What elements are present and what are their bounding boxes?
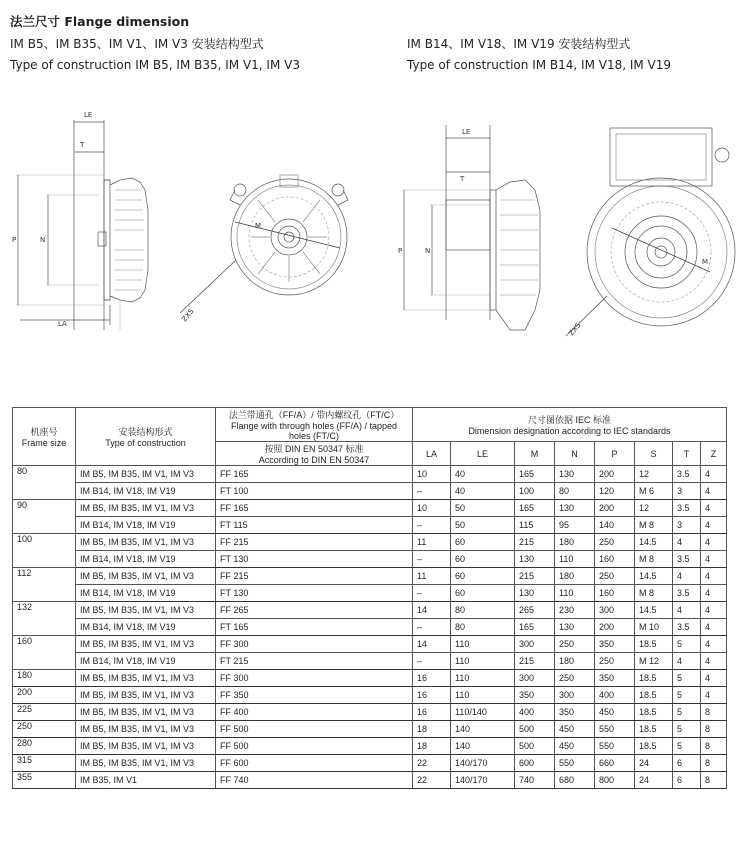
cell-p: 250 bbox=[595, 568, 635, 585]
cell-type: IM B14, IM V18, IM V19 bbox=[76, 653, 216, 670]
header-col-la: LA bbox=[413, 442, 451, 466]
cell-s: 18.5 bbox=[635, 636, 673, 653]
cell-z: 8 bbox=[701, 755, 727, 772]
cell-s: 18.5 bbox=[635, 687, 673, 704]
cell-p: 300 bbox=[595, 602, 635, 619]
cell-t: 6 bbox=[673, 755, 701, 772]
cell-n: 130 bbox=[555, 466, 595, 483]
table-row bbox=[13, 704, 727, 721]
table-row bbox=[13, 483, 727, 500]
cell-z: 4 bbox=[701, 534, 727, 551]
cell-z: 4 bbox=[701, 687, 727, 704]
table-row bbox=[13, 619, 727, 636]
cell-la: 16 bbox=[413, 704, 451, 721]
cell-la: 11 bbox=[413, 568, 451, 585]
right-label-m: M bbox=[702, 258, 709, 266]
cell-p: 550 bbox=[595, 738, 635, 755]
cell-n: 250 bbox=[555, 670, 595, 687]
cell-s: 14.5 bbox=[635, 602, 673, 619]
table-row bbox=[13, 551, 727, 568]
cell-m: 165 bbox=[515, 619, 555, 636]
cell-le: 140/170 bbox=[451, 755, 515, 772]
cell-p: 120 bbox=[595, 483, 635, 500]
cell-z: 4 bbox=[701, 602, 727, 619]
page-title: 法兰尺寸 Flange dimension bbox=[10, 14, 190, 29]
cell-le: 140 bbox=[451, 721, 515, 738]
cell-type: IM B5, IM B35, IM V1, IM V3 bbox=[76, 500, 216, 517]
cell-n: 180 bbox=[555, 534, 595, 551]
header-col-m: M bbox=[515, 442, 555, 466]
cell-s: 12 bbox=[635, 466, 673, 483]
cell-t: 5 bbox=[673, 704, 701, 721]
cell-m: 165 bbox=[515, 500, 555, 517]
right-label-le: LE bbox=[462, 128, 471, 136]
frame-size-cell: 200 bbox=[13, 687, 76, 704]
cell-type: IM B14, IM V18, IM V19 bbox=[76, 619, 216, 636]
cell-t: 3.5 bbox=[673, 500, 701, 517]
cell-n: 450 bbox=[555, 721, 595, 738]
cell-s: M 8 bbox=[635, 551, 673, 568]
cell-m: 130 bbox=[515, 585, 555, 602]
cell-t: 4 bbox=[673, 653, 701, 670]
cell-type: IM B5, IM B35, IM V1, IM V3 bbox=[76, 670, 216, 687]
cell-type: IM B5, IM B35, IM V1, IM V3 bbox=[76, 466, 216, 483]
cell-le: 110 bbox=[451, 653, 515, 670]
cell-p: 450 bbox=[595, 704, 635, 721]
cell-flange: FF 350 bbox=[216, 687, 413, 704]
cell-z: 4 bbox=[701, 636, 727, 653]
cell-m: 500 bbox=[515, 738, 555, 755]
frame-size-cell: 250 bbox=[13, 721, 76, 738]
cell-flange: FF 215 bbox=[216, 568, 413, 585]
cell-z: 8 bbox=[701, 721, 727, 738]
cell-s: 12 bbox=[635, 500, 673, 517]
cell-le: 60 bbox=[451, 585, 515, 602]
cell-type: IM B5, IM B35, IM V1, IM V3 bbox=[76, 602, 216, 619]
cell-z: 8 bbox=[701, 772, 727, 789]
header-din-en: According to DIN EN 50347 bbox=[258, 455, 370, 465]
left-label-la: LA bbox=[58, 320, 67, 328]
cell-le: 140/170 bbox=[451, 772, 515, 789]
header-din-cn: 按照 DIN EN 50347 标准 bbox=[264, 444, 364, 454]
cell-type: IM B5, IM B35, IM V1, IM V3 bbox=[76, 755, 216, 772]
cell-n: 300 bbox=[555, 687, 595, 704]
right-side-view bbox=[402, 125, 540, 330]
cell-t: 3 bbox=[673, 517, 701, 534]
cell-z: 4 bbox=[701, 551, 727, 568]
cell-t: 5 bbox=[673, 721, 701, 738]
table-row bbox=[13, 500, 727, 517]
cell-t: 6 bbox=[673, 772, 701, 789]
header-flange-en: Flange with through holes (FF/A) / tapped holes (FT/C) bbox=[230, 421, 398, 441]
cell-t: 4 bbox=[673, 534, 701, 551]
cell-p: 200 bbox=[595, 500, 635, 517]
right-caption-cn: IM B14、IM V18、IM V19 安装结构型式 bbox=[407, 37, 631, 51]
table-row bbox=[13, 517, 727, 534]
cell-p: 550 bbox=[595, 721, 635, 738]
cell-p: 160 bbox=[595, 585, 635, 602]
cell-t: 3.5 bbox=[673, 466, 701, 483]
cell-n: 230 bbox=[555, 602, 595, 619]
cell-m: 265 bbox=[515, 602, 555, 619]
cell-le: 50 bbox=[451, 500, 515, 517]
cell-m: 300 bbox=[515, 670, 555, 687]
cell-la: 22 bbox=[413, 755, 451, 772]
header-col-le: LE bbox=[451, 442, 515, 466]
cell-n: 450 bbox=[555, 738, 595, 755]
cell-m: 215 bbox=[515, 534, 555, 551]
cell-p: 200 bbox=[595, 466, 635, 483]
left-caption-cn: IM B5、IM B35、IM V1、IM V3 安装结构型式 bbox=[10, 37, 264, 51]
cell-m: 115 bbox=[515, 517, 555, 534]
table-row bbox=[13, 585, 727, 602]
cell-z: 4 bbox=[701, 517, 727, 534]
left-label-le: LE bbox=[84, 111, 93, 119]
table-row bbox=[13, 772, 727, 789]
cell-la: – bbox=[413, 653, 451, 670]
cell-m: 600 bbox=[515, 755, 555, 772]
table-row bbox=[13, 466, 727, 483]
cell-n: 180 bbox=[555, 653, 595, 670]
header-frame-size-cn: 机座号 bbox=[30, 427, 58, 437]
cell-t: 3.5 bbox=[673, 585, 701, 602]
cell-s: 18.5 bbox=[635, 721, 673, 738]
cell-n: 250 bbox=[555, 636, 595, 653]
cell-le: 110/140 bbox=[451, 704, 515, 721]
right-label-zxs: ZXS bbox=[567, 321, 583, 338]
cell-t: 5 bbox=[673, 670, 701, 687]
header-col-t: T bbox=[673, 442, 701, 466]
cell-type: IM B14, IM V18, IM V19 bbox=[76, 585, 216, 602]
left-label-m: M bbox=[255, 222, 262, 230]
cell-t: 3.5 bbox=[673, 551, 701, 568]
header-construction bbox=[76, 408, 216, 466]
cell-p: 350 bbox=[595, 636, 635, 653]
header-col-p: P bbox=[595, 442, 635, 466]
table-row bbox=[13, 755, 727, 772]
cell-t: 5 bbox=[673, 738, 701, 755]
cell-n: 130 bbox=[555, 500, 595, 517]
frame-size-cell: 100 bbox=[13, 534, 76, 568]
cell-la: 14 bbox=[413, 636, 451, 653]
cell-type: IM B5, IM B35, IM V1, IM V3 bbox=[76, 687, 216, 704]
left-label-t: T bbox=[80, 141, 85, 149]
frame-size-cell: 112 bbox=[13, 568, 76, 602]
cell-le: 60 bbox=[451, 568, 515, 585]
cell-le: 110 bbox=[451, 687, 515, 704]
cell-z: 4 bbox=[701, 500, 727, 517]
cell-s: 14.5 bbox=[635, 568, 673, 585]
cell-z: 4 bbox=[701, 670, 727, 687]
cell-type: IM B5, IM B35, IM V1, IM V3 bbox=[76, 704, 216, 721]
cell-p: 250 bbox=[595, 653, 635, 670]
cell-s: 18.5 bbox=[635, 704, 673, 721]
cell-flange: FF 215 bbox=[216, 534, 413, 551]
cell-flange: FT 130 bbox=[216, 585, 413, 602]
cell-la: 10 bbox=[413, 500, 451, 517]
cell-m: 130 bbox=[515, 551, 555, 568]
flange-drawings bbox=[0, 0, 750, 400]
cell-s: M 12 bbox=[635, 653, 673, 670]
cell-la: 22 bbox=[413, 772, 451, 789]
cell-s: 14.5 bbox=[635, 534, 673, 551]
cell-la: – bbox=[413, 483, 451, 500]
header-col-n: N bbox=[555, 442, 595, 466]
right-caption-en: Type of construction IM B14, IM V18, IM V19 bbox=[407, 58, 672, 72]
flange-dimension-table bbox=[12, 407, 727, 789]
cell-s: M 8 bbox=[635, 585, 673, 602]
cell-m: 215 bbox=[515, 568, 555, 585]
cell-la: 11 bbox=[413, 534, 451, 551]
cell-la: – bbox=[413, 517, 451, 534]
cell-t: 5 bbox=[673, 687, 701, 704]
cell-s: M 10 bbox=[635, 619, 673, 636]
header-iec bbox=[413, 408, 727, 442]
header-construction-en: Type of construction bbox=[105, 438, 186, 448]
cell-flange: FF 300 bbox=[216, 670, 413, 687]
cell-t: 5 bbox=[673, 636, 701, 653]
cell-t: 3.5 bbox=[673, 619, 701, 636]
cell-t: 4 bbox=[673, 602, 701, 619]
cell-m: 300 bbox=[515, 636, 555, 653]
frame-size-cell: 80 bbox=[13, 466, 76, 500]
cell-n: 350 bbox=[555, 704, 595, 721]
cell-type: IM B5, IM B35, IM V1, IM V3 bbox=[76, 636, 216, 653]
header-flange-cn: 法兰带通孔（FF/A）/ 带内螺纹孔（FT/C） bbox=[228, 410, 400, 420]
cell-flange: FT 165 bbox=[216, 619, 413, 636]
cell-flange: FT 215 bbox=[216, 653, 413, 670]
table-row bbox=[13, 738, 727, 755]
right-front-view bbox=[566, 128, 735, 336]
cell-m: 100 bbox=[515, 483, 555, 500]
header-col-s: S bbox=[635, 442, 673, 466]
left-label-n: N bbox=[40, 236, 46, 244]
cell-t: 4 bbox=[673, 568, 701, 585]
cell-z: 4 bbox=[701, 619, 727, 636]
cell-flange: FF 740 bbox=[216, 772, 413, 789]
cell-p: 250 bbox=[595, 534, 635, 551]
left-side-view bbox=[16, 120, 148, 330]
cell-t: 3 bbox=[673, 483, 701, 500]
table-row bbox=[13, 687, 727, 704]
frame-size-cell: 225 bbox=[13, 704, 76, 721]
cell-z: 4 bbox=[701, 466, 727, 483]
cell-n: 110 bbox=[555, 551, 595, 568]
cell-m: 165 bbox=[515, 466, 555, 483]
cell-le: 110 bbox=[451, 670, 515, 687]
cell-la: – bbox=[413, 551, 451, 568]
cell-z: 8 bbox=[701, 704, 727, 721]
cell-s: 18.5 bbox=[635, 670, 673, 687]
cell-p: 200 bbox=[595, 619, 635, 636]
header-col-z: Z bbox=[701, 442, 727, 466]
frame-size-cell: 315 bbox=[13, 755, 76, 772]
frame-size-cell: 280 bbox=[13, 738, 76, 755]
cell-z: 4 bbox=[701, 585, 727, 602]
cell-type: IM B14, IM V18, IM V19 bbox=[76, 483, 216, 500]
cell-m: 215 bbox=[515, 653, 555, 670]
cell-le: 40 bbox=[451, 466, 515, 483]
cell-s: M 8 bbox=[635, 517, 673, 534]
cell-la: 14 bbox=[413, 602, 451, 619]
cell-flange: FF 600 bbox=[216, 755, 413, 772]
cell-le: 80 bbox=[451, 619, 515, 636]
cell-s: 24 bbox=[635, 772, 673, 789]
table-row bbox=[13, 653, 727, 670]
cell-n: 95 bbox=[555, 517, 595, 534]
cell-flange: FF 400 bbox=[216, 704, 413, 721]
cell-type: IM B5, IM B35, IM V1, IM V3 bbox=[76, 534, 216, 551]
cell-la: 10 bbox=[413, 466, 451, 483]
cell-n: 550 bbox=[555, 755, 595, 772]
cell-la: 18 bbox=[413, 721, 451, 738]
cell-flange: FF 300 bbox=[216, 636, 413, 653]
cell-type: IM B5, IM B35, IM V1, IM V3 bbox=[76, 721, 216, 738]
frame-size-cell: 355 bbox=[13, 772, 76, 789]
cell-n: 680 bbox=[555, 772, 595, 789]
cell-s: M 6 bbox=[635, 483, 673, 500]
cell-m: 500 bbox=[515, 721, 555, 738]
frame-size-cell: 90 bbox=[13, 500, 76, 534]
left-label-p: P bbox=[12, 236, 17, 244]
cell-flange: FT 130 bbox=[216, 551, 413, 568]
cell-p: 400 bbox=[595, 687, 635, 704]
cell-la: 18 bbox=[413, 738, 451, 755]
cell-la: – bbox=[413, 585, 451, 602]
left-label-zxs: ZXS bbox=[180, 307, 196, 324]
frame-size-cell: 180 bbox=[13, 670, 76, 687]
right-label-p: P bbox=[398, 247, 403, 255]
cell-le: 140 bbox=[451, 738, 515, 755]
cell-s: 24 bbox=[635, 755, 673, 772]
table-row bbox=[13, 568, 727, 585]
cell-flange: FF 500 bbox=[216, 721, 413, 738]
header-iec-cn: 尺寸图依据 IEC 标准 bbox=[527, 415, 611, 425]
cell-p: 350 bbox=[595, 670, 635, 687]
cell-s: 18.5 bbox=[635, 738, 673, 755]
table-row bbox=[13, 534, 727, 551]
table-body bbox=[13, 466, 727, 789]
cell-flange: FT 100 bbox=[216, 483, 413, 500]
cell-p: 140 bbox=[595, 517, 635, 534]
cell-n: 180 bbox=[555, 568, 595, 585]
header-flange bbox=[216, 408, 413, 442]
left-caption-en: Type of construction IM B5, IM B35, IM V1, IM V3 bbox=[10, 58, 300, 72]
cell-la: 16 bbox=[413, 687, 451, 704]
cell-la: – bbox=[413, 619, 451, 636]
header-iec-en: Dimension designation according to IEC standards bbox=[468, 426, 671, 436]
table-row bbox=[13, 602, 727, 619]
cell-p: 800 bbox=[595, 772, 635, 789]
cell-type: IM B35, IM V1 bbox=[76, 772, 216, 789]
cell-z: 4 bbox=[701, 483, 727, 500]
cell-flange: FT 115 bbox=[216, 517, 413, 534]
cell-z: 8 bbox=[701, 738, 727, 755]
cell-type: IM B14, IM V18, IM V19 bbox=[76, 517, 216, 534]
cell-z: 4 bbox=[701, 653, 727, 670]
cell-le: 50 bbox=[451, 517, 515, 534]
table-row bbox=[13, 636, 727, 653]
cell-flange: FF 165 bbox=[216, 466, 413, 483]
cell-z: 4 bbox=[701, 568, 727, 585]
right-label-n: N bbox=[425, 247, 431, 255]
cell-m: 400 bbox=[515, 704, 555, 721]
table-row bbox=[13, 721, 727, 738]
table-row bbox=[13, 670, 727, 687]
cell-flange: FF 265 bbox=[216, 602, 413, 619]
cell-type: IM B5, IM B35, IM V1, IM V3 bbox=[76, 738, 216, 755]
cell-p: 660 bbox=[595, 755, 635, 772]
cell-p: 160 bbox=[595, 551, 635, 568]
cell-type: IM B14, IM V18, IM V19 bbox=[76, 551, 216, 568]
cell-m: 350 bbox=[515, 687, 555, 704]
header-frame-size-en: Frame size bbox=[21, 438, 67, 448]
cell-le: 60 bbox=[451, 534, 515, 551]
cell-le: 60 bbox=[451, 551, 515, 568]
frame-size-cell: 132 bbox=[13, 602, 76, 636]
cell-la: 16 bbox=[413, 670, 451, 687]
cell-flange: FF 500 bbox=[216, 738, 413, 755]
cell-le: 110 bbox=[451, 636, 515, 653]
cell-n: 80 bbox=[555, 483, 595, 500]
cell-le: 40 bbox=[451, 483, 515, 500]
frame-size-cell: 160 bbox=[13, 636, 76, 670]
header-din bbox=[216, 442, 413, 466]
right-label-t: T bbox=[460, 175, 465, 183]
cell-n: 130 bbox=[555, 619, 595, 636]
header-frame-size bbox=[13, 408, 76, 466]
cell-n: 110 bbox=[555, 585, 595, 602]
header-construction-cn: 安装结构形式 bbox=[118, 427, 173, 437]
cell-flange: FF 165 bbox=[216, 500, 413, 517]
cell-type: IM B5, IM B35, IM V1, IM V3 bbox=[76, 568, 216, 585]
cell-m: 740 bbox=[515, 772, 555, 789]
cell-le: 80 bbox=[451, 602, 515, 619]
left-front-view bbox=[180, 175, 348, 313]
